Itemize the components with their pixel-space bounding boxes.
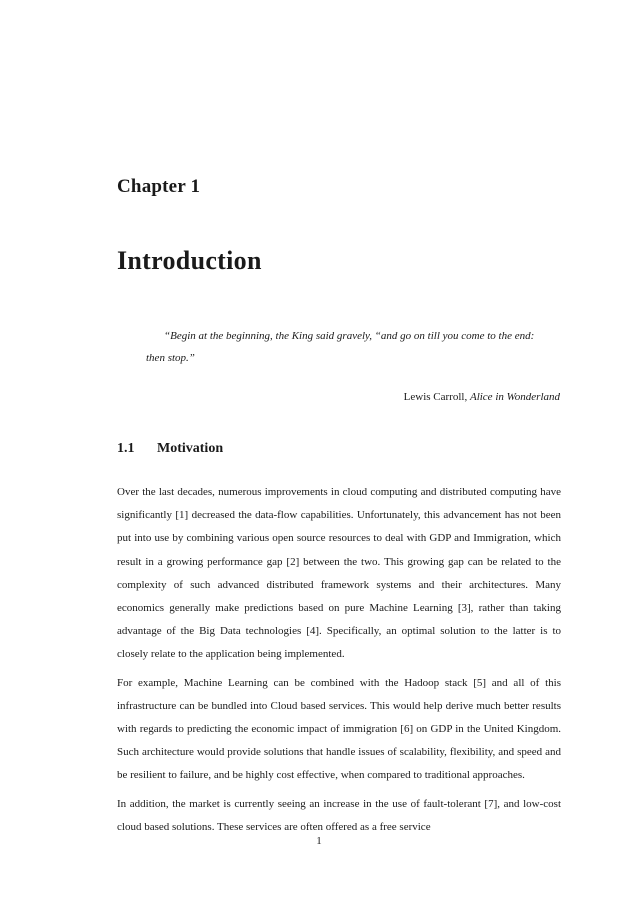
- epigraph-author: Lewis Carroll,: [403, 391, 468, 403]
- epigraph-work: Alice in Wonderland: [469, 391, 560, 403]
- epigraph-quote: “Begin at the beginning, the King said gravely, “and go on till you come to the end: then stop.”: [146, 330, 535, 364]
- chapter-label: Chapter 1: [117, 176, 201, 197]
- paragraph: Over the last decades, numerous improvements in cloud computing and distributed computing have significantly [1] decreased the data-flow capabilities. Unfortunately, this advancement has not been put into use by combining various open source resources to deal with GDP and Immigration, which result in a growing performance gap [2] between the two. This growing gap can be related to the complexity of such advanced distributed framework systems and their architectures. Many economics generally make predictions based on pure Machine Learning [3], rather than taking advantage of the Big Data technologies [4]. Specifically, an optimal solution to the latter is to closely relate to the application being implemented.: [117, 486, 561, 661]
- body-text: [117, 481, 561, 844]
- paragraph: In addition, the market is currently seeing an increase in the use of fault-tolerant [7], and low-cost cloud based solutions. These services are often offered as a free service: [117, 797, 561, 833]
- page-number: 1: [316, 835, 322, 847]
- section-number: 1.1: [117, 441, 135, 456]
- epigraph-attribution: [404, 391, 560, 403]
- chapter-title: Introduction: [117, 246, 262, 275]
- section-title: Motivation: [157, 441, 224, 456]
- section-heading: [117, 441, 223, 457]
- paragraph: For example, Machine Learning can be combined with the Hadoop stack [5] and all of this infrastructure can be bundled into Cloud based services. This would help derive much better results with regards to predicting the economic impact of immigration [6] on GDP in the United Kingdom. Such architecture would provide solutions that handle issues of scalability, flexibility, and speed and be resilient to failure, and be highly cost effective, when compared to traditional approaches.: [117, 676, 561, 782]
